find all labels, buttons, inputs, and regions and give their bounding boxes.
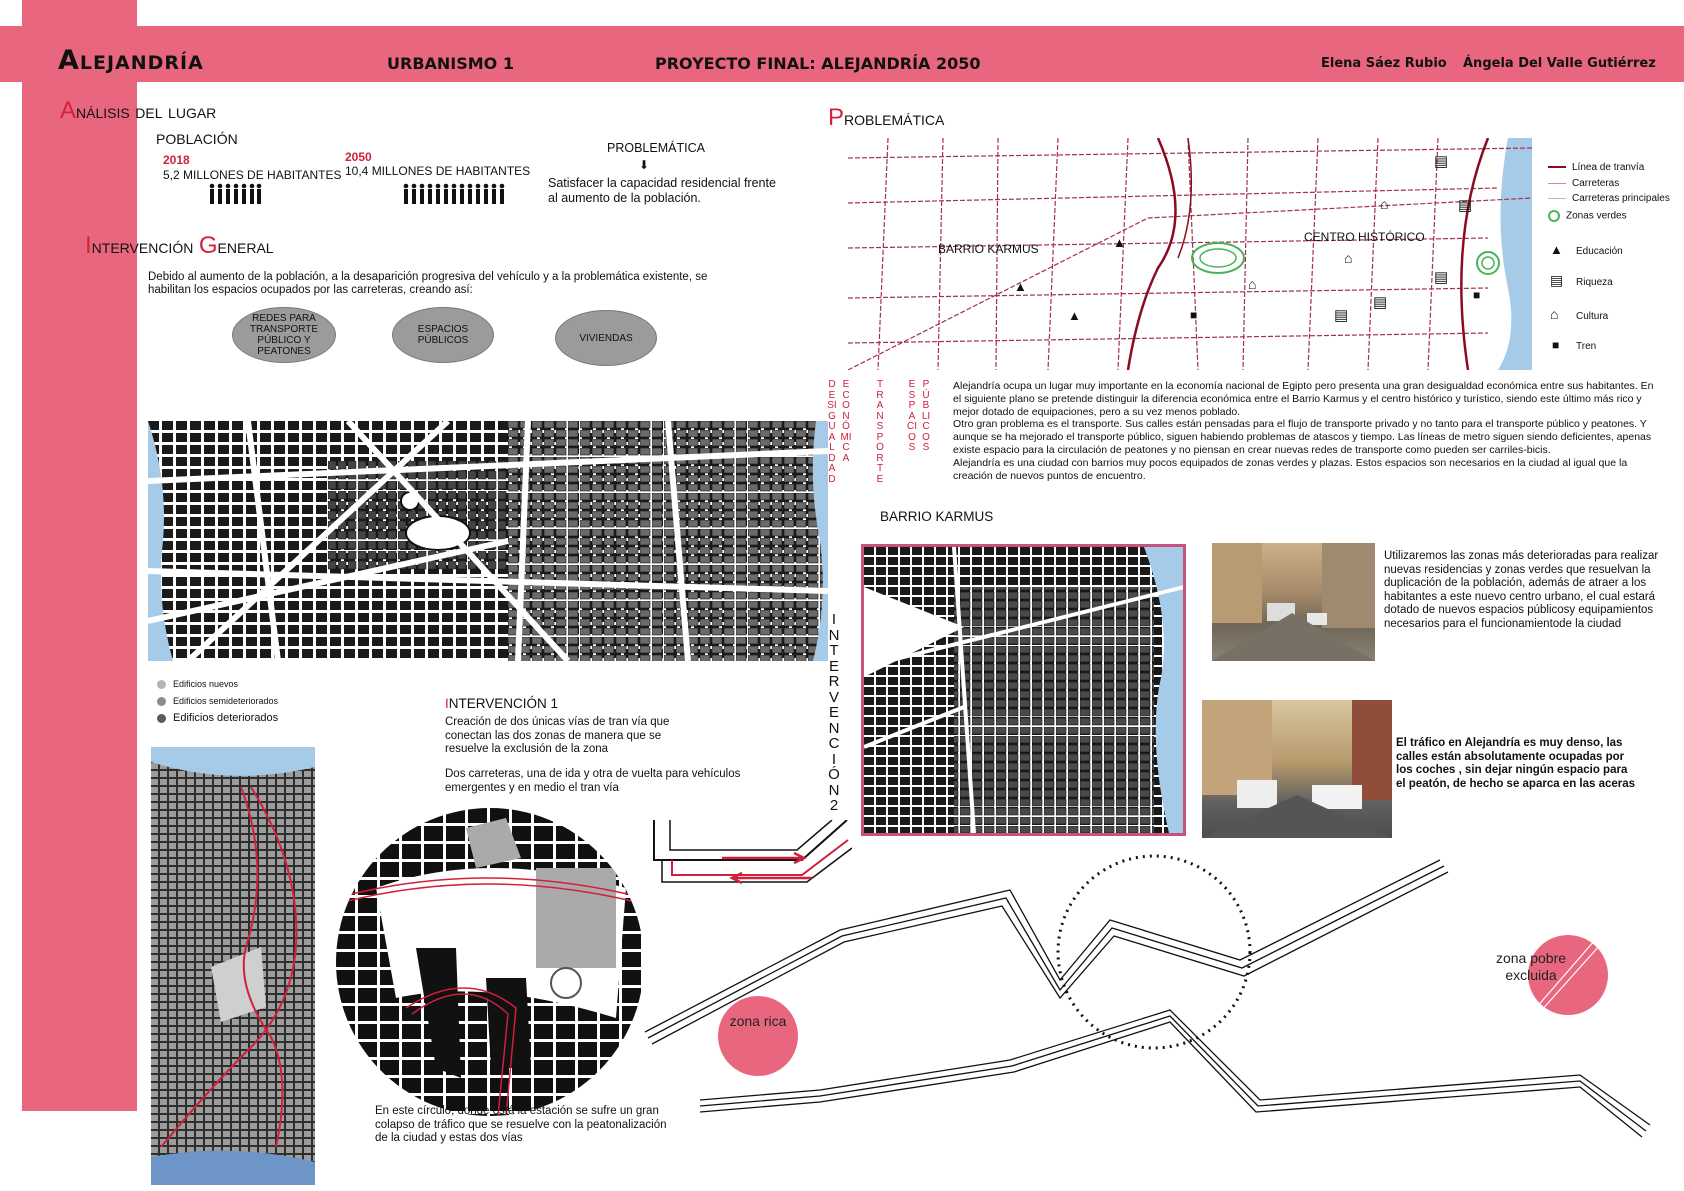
left-band bbox=[22, 0, 137, 1111]
education-icon: ▲ bbox=[1014, 279, 1027, 294]
intervencion1-heading bbox=[445, 696, 558, 711]
legend-label: Zonas verdes bbox=[1566, 210, 1627, 222]
legend-label: Educación bbox=[1576, 246, 1623, 257]
barrio-karmus-title: BARRIO KARMUS bbox=[880, 509, 994, 524]
legend-item bbox=[1550, 272, 1613, 289]
year-2018: 2018 bbox=[163, 153, 190, 167]
page-title: Alejandría bbox=[58, 45, 204, 76]
intervencion-general-heading bbox=[85, 232, 274, 260]
legend-label: Edificios nuevos bbox=[173, 679, 239, 689]
legend-item bbox=[1550, 242, 1623, 257]
bank-icon: ▤ bbox=[1434, 269, 1449, 286]
legend-item bbox=[1548, 210, 1627, 222]
legend-label: Riqueza bbox=[1576, 277, 1613, 288]
people-icon bbox=[208, 182, 262, 206]
course-label: URBANISMO 1 bbox=[387, 54, 514, 73]
circle-station-map bbox=[336, 808, 644, 1116]
vertical-word-desigualdad: DESIGUALDAD bbox=[827, 379, 837, 485]
legend-dot bbox=[157, 697, 166, 706]
circle-caption: En este círculo, donde está la estación se sufre un gran colapso de tráfico que se resuelve con la peatonalización de la ciudad y estas dos vías bbox=[375, 1105, 667, 1144]
people-icon bbox=[402, 182, 506, 206]
population-2050: 10,4 MILLONES DE HABITANTES bbox=[345, 164, 531, 178]
author-2: Ángela Del Valle Gutiérrez bbox=[1463, 56, 1656, 71]
culture-icon: ⌂ bbox=[1344, 250, 1353, 266]
heading-initial: I bbox=[445, 696, 449, 711]
legend-item bbox=[157, 693, 278, 710]
green-zone-icon bbox=[1548, 210, 1560, 222]
problematica-label: PROBLEMÁTICA bbox=[607, 141, 705, 155]
heading-initial-g: G bbox=[198, 232, 218, 259]
zona-pobre-label: zona pobre excluida bbox=[1495, 950, 1567, 983]
oval-espacios-publicos: ESPACIOS PÚBLICOS bbox=[392, 307, 494, 363]
author-1: Elena Sáez Rubio bbox=[1321, 56, 1447, 71]
barrio-karmus-text-1: Utilizaremos las zonas más deterioradas para realizar nuevas residencias y zonas verdes que resuelvan la duplicación de la población, además de atraer a los habitantes a este nuevo centro urbano, el cual estará dotado de nuevos espacios públicosy equipamientos necesarios para el funcionamientode la ciudad bbox=[1384, 550, 1659, 630]
analisis-heading bbox=[60, 97, 216, 125]
wealth-icon: ▤ bbox=[1550, 272, 1564, 288]
heading-mid: ntervención bbox=[91, 236, 199, 258]
zona-rica-label: zona rica bbox=[729, 1013, 787, 1029]
culture-icon: ⌂ bbox=[1380, 196, 1389, 212]
main-road-swatch bbox=[1548, 198, 1566, 199]
vertical-word-publicos: PÚBLICOS bbox=[921, 379, 931, 453]
tram-line-swatch bbox=[1548, 166, 1566, 168]
legend-label: Tren bbox=[1576, 341, 1597, 352]
legend-item bbox=[157, 710, 278, 727]
map-label-centro-historico: CENTRO HISTÓRICO bbox=[1304, 230, 1425, 244]
heading-rest: eneral bbox=[217, 236, 274, 258]
bank-icon: ▤ bbox=[1458, 197, 1473, 214]
education-icon: ▲ bbox=[1068, 308, 1081, 323]
legend-dot bbox=[157, 714, 166, 723]
year-2050: 2050 bbox=[345, 150, 372, 164]
problematica-street-map bbox=[848, 138, 1532, 370]
city-figure-ground-map bbox=[148, 421, 828, 661]
bank-icon: ▤ bbox=[1373, 294, 1388, 311]
oval-redes: REDES PARA TRANSPORTE PÚBLICO Y PEATONES bbox=[232, 307, 336, 363]
street-photo-1 bbox=[1212, 543, 1375, 661]
problematica-heading bbox=[828, 104, 944, 132]
education-icon: ▲ bbox=[1113, 235, 1126, 250]
train-icon: ■ bbox=[1552, 338, 1560, 352]
vertical-word-economica: ECONÓMICA bbox=[840, 379, 852, 464]
road-swatch bbox=[1548, 183, 1566, 184]
culture-icon: ⌂ bbox=[1248, 276, 1257, 292]
legend-item bbox=[157, 676, 278, 693]
heading-initial: P bbox=[828, 104, 845, 131]
barrio-karmus-text-2: El tráfico en Alejandría es muy denso, las calles están absolutamente ocupadas por los coches , sin dejar ningún espacio para el peatón, de hecho se aparca en las aceras bbox=[1396, 737, 1636, 790]
legend-label: Edificios semideteriorados bbox=[173, 696, 279, 706]
legend-label: Carreteras bbox=[1572, 178, 1620, 189]
vertical-word-transporte: TRANSPORTE bbox=[876, 379, 884, 485]
legend-label: Línea de tranvía bbox=[1572, 162, 1645, 173]
bank-icon: ▤ bbox=[1434, 153, 1449, 170]
heading-initial: I bbox=[85, 232, 92, 259]
legend-label: Edificios deteriorados bbox=[173, 712, 279, 724]
heading-rest: NTERVENCIÓN 1 bbox=[448, 696, 559, 711]
arrow-down-icon: ⬇ bbox=[639, 158, 650, 172]
map-legend bbox=[157, 676, 278, 727]
bank-icon: ▤ bbox=[1334, 307, 1349, 324]
legend-item bbox=[1550, 306, 1608, 322]
vertical-word-espacios: ESPACIOS bbox=[907, 379, 917, 453]
barrio-karmus-map bbox=[861, 544, 1186, 836]
legend-item bbox=[1552, 338, 1596, 352]
legend-item bbox=[1548, 178, 1619, 189]
poblacion-label: POBLACIÓN bbox=[156, 131, 238, 147]
heading-rest: nálisis del lugar bbox=[76, 101, 217, 123]
zones-diagram bbox=[640, 850, 1684, 1150]
problematica-text: Satisfacer la capacidad residencial frente al aumento de la población. bbox=[548, 176, 776, 205]
project-label: PROYECTO FINAL: ALEJANDRÍA 2050 bbox=[655, 54, 981, 73]
legend-dot bbox=[157, 680, 166, 689]
intervencion-general-text: Debido al aumento de la población, a la desaparición progresiva del vehículo y a la problemática existente, se habilitan los espacios ocupados por las carreteras, creando así: bbox=[148, 271, 708, 296]
train-icon: ■ bbox=[1473, 288, 1481, 302]
heading-initial: A bbox=[60, 97, 77, 124]
map-label-barrio-karmus: BARRIO KARMUS bbox=[938, 242, 1039, 256]
legend-item bbox=[1548, 162, 1644, 173]
legend-item bbox=[1548, 193, 1670, 204]
intervencion1-text-1: Creación de dos únicas vías de tran vía que conectan las dos zonas de manera que se resuelve la exclusión de la zona bbox=[445, 716, 670, 755]
intervencion2-vertical-label: INTERVENCIÓN 2 bbox=[828, 611, 840, 814]
heading-rest: roblemática bbox=[844, 108, 945, 130]
intervencion1-text-2: Dos carreteras, una de ida y otra de vuelta para vehículos emergentes y en medio el tran vía bbox=[445, 768, 741, 794]
population-2018: 5,2 MILLONES DE HABITANTES bbox=[163, 168, 342, 182]
culture-icon: ⌂ bbox=[1550, 306, 1559, 322]
train-icon: ■ bbox=[1190, 308, 1198, 322]
vertical-strip-map bbox=[151, 747, 315, 1185]
legend-label: Cultura bbox=[1576, 311, 1609, 322]
oval-viviendas: VIVIENDAS bbox=[555, 310, 657, 366]
education-icon: ▲ bbox=[1550, 242, 1563, 257]
street-photo-2 bbox=[1202, 700, 1392, 838]
problematica-text: Alejandría ocupa un lugar muy importante en la economía nacional de Egipto pero presenta una gran desigualdad económica entre sus habitantes. En el siguiente plano se pretende distinguir la diferencia económica entre el Barrio Karmus y el centro histórico y turístico, siendo este último más rico y mejor dotado de equipaciones, pero a su vez menos poblado. Otro gran problema es el transporte. Sus calles están pensadas para el flujo de transporte privado y no tanto para el transporte público y peatones. Y aunque se ha mejorado el transporte público, siguen habiendo problemas de atascos y tiempo. Las líneas de metro siguen siendo deficientes, apenas existe espacio para la circulación de peatones y no piensan en crear nuevas redes de transporte como pueden ser carriles-bicis. Alejandría es una ciudad con barrios muy pocos equipados de zonas verdes y plazas. Estos espacios son necesarios en la ciudad al igual que la creación de nuevos puntos de encuentro. bbox=[953, 380, 1654, 482]
legend-label: Carreteras principales bbox=[1572, 193, 1670, 204]
